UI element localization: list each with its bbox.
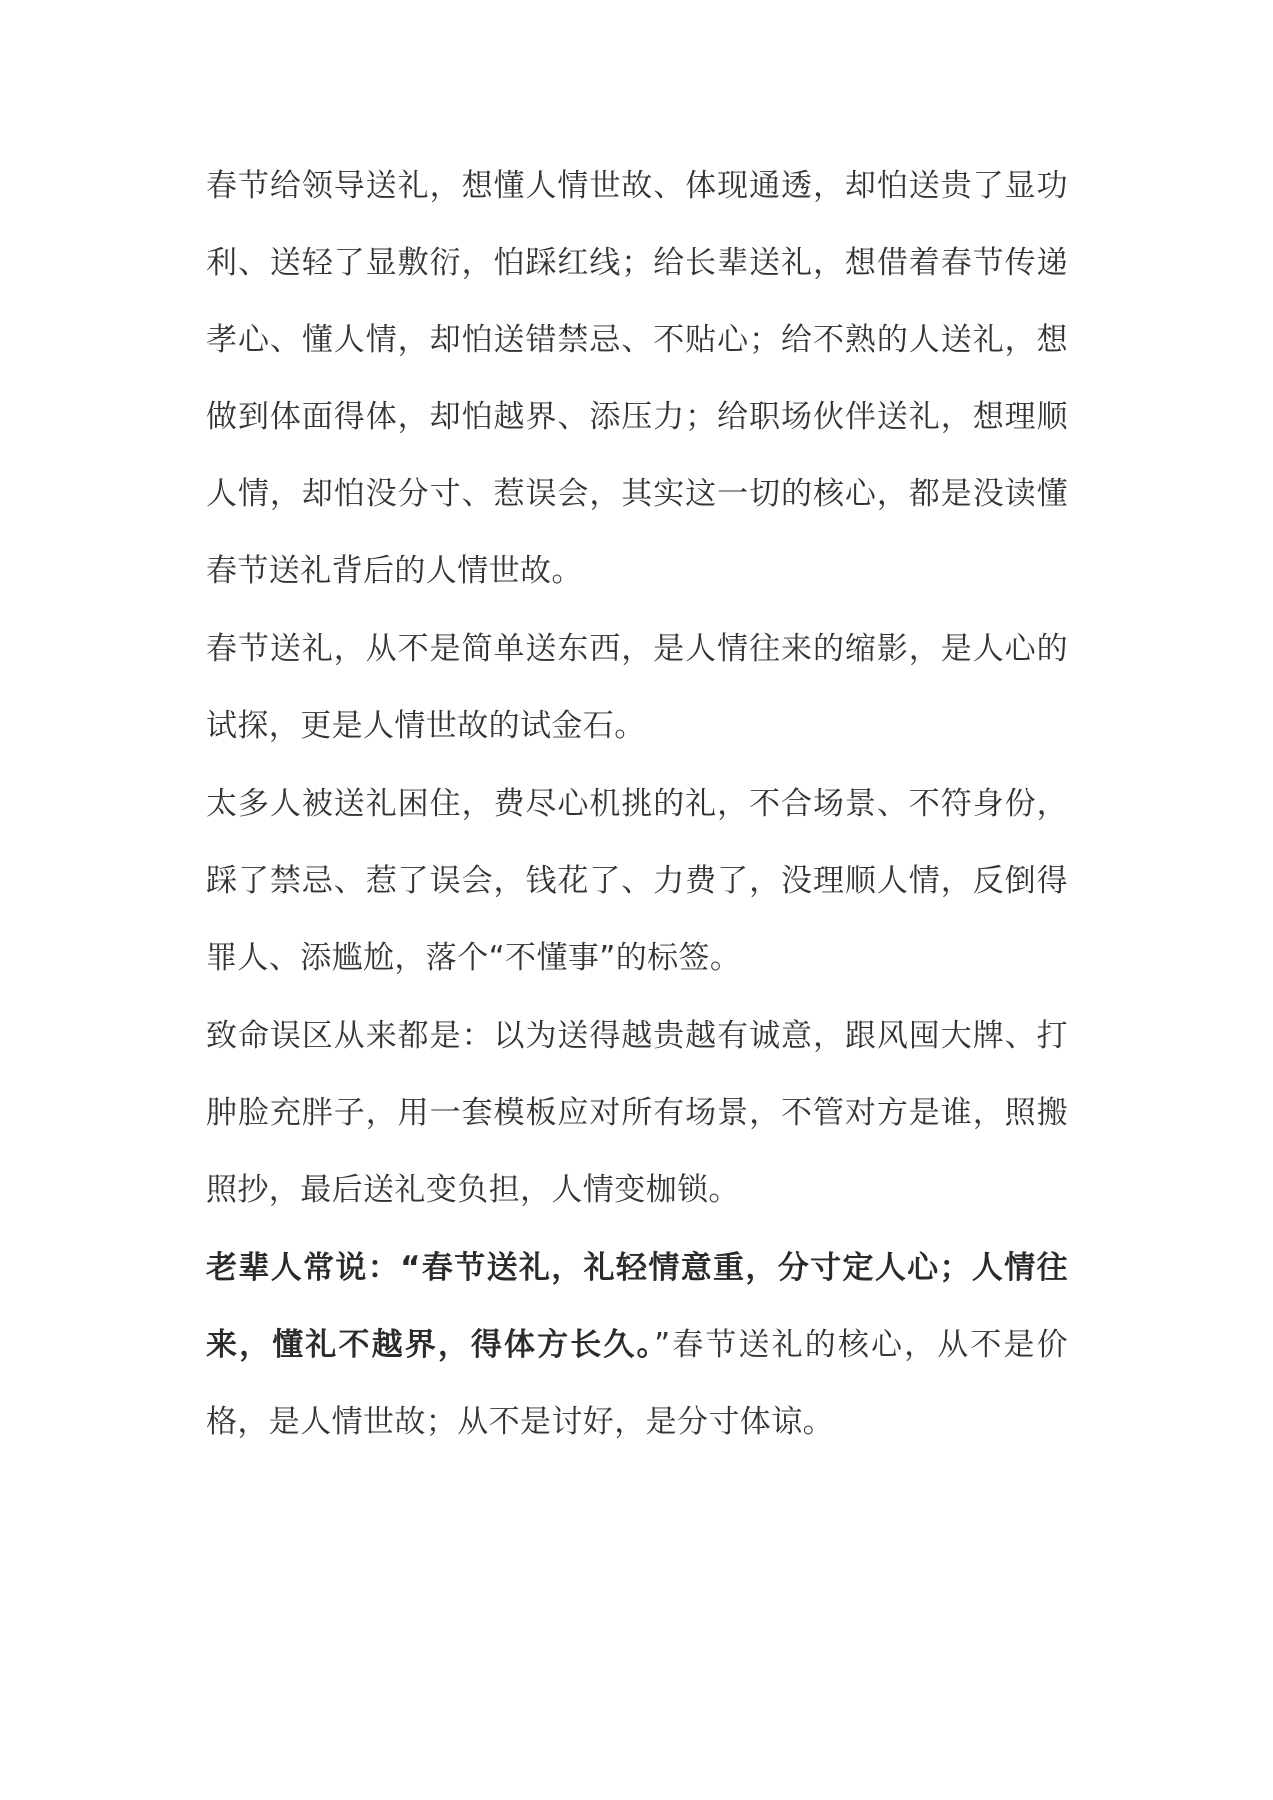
paragraph-4: 致命误区从来都是：以为送得越贵越有诚意，跟风囤大牌、打肿脸充胖子，用一套模板应对所有场景，不管对方是谁，照搬照抄，最后送礼变负担，人情变枷锁。	[206, 1018, 1068, 1208]
article-body	[206, 148, 1068, 1462]
paragraph-3: 太多人被送礼困住，费尽心机挑的礼，不合场景、不符身份，踩了禁忌、惹了误会，钱花了、力费了，没理顺人情，反倒得罪人、添尴尬，落个“不懂事”的标签。	[206, 786, 1068, 976]
paragraph-5-quote	[206, 1230, 1068, 1461]
quote-followup-text: ”春节送礼的核心，从不是价格，是人情世故；从不是讨好，是分寸体谅。	[206, 1327, 1068, 1440]
bold-quote-text: 老辈人常说：“春节送礼，礼轻情意重，分寸定人心；人情往来，懂礼不越界，得体方长久。	[206, 1250, 1068, 1363]
paragraph-2: 春节送礼，从不是简单送东西，是人情往来的缩影，是人心的试探，更是人情世故的试金石。	[206, 631, 1068, 744]
paragraph-1: 春节给领导送礼，想懂人情世故、体现通透，却怕送贵了显功利、送轻了显敷衍，怕踩红线；给长辈送礼，想借着春节传递孝心、懂人情，却怕送错禁忌、不贴心；给不熟的人送礼，想做到体面得体，却怕越界、添压力；给职场伙伴送礼，想理顺人情，却怕没分寸、惹误会，其实这一切的核心，都是没读懂春节送礼背后的人情世故。	[206, 168, 1068, 589]
